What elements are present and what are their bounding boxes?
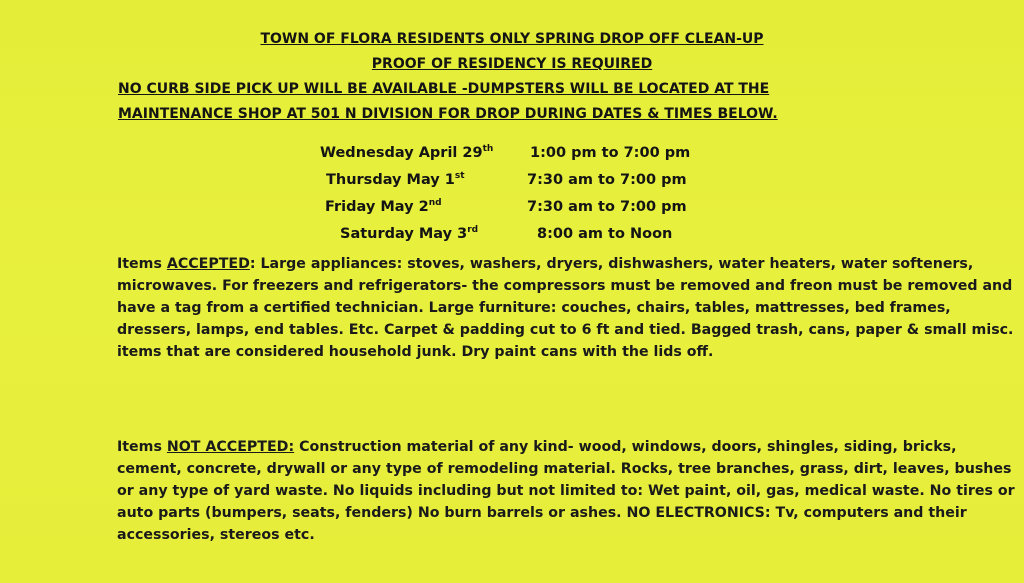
header-dumpster-notice-line2: MAINTENANCE SHOP AT 501 N DIVISION FOR DROP DURING DATES & TIMES BELOW.: [118, 106, 778, 122]
header-title: TOWN OF FLORA RESIDENTS ONLY SPRING DROP OFF CLEAN-UP: [260, 31, 764, 47]
flyer-header: [0, 27, 1024, 127]
schedule-time: 7:30 am to 7:00 pm: [527, 199, 687, 215]
schedule-day: Saturday May 3rd: [340, 225, 479, 242]
not-accepted-items-paragraph: [117, 436, 1017, 546]
accepted-label: ACCEPTED: [166, 256, 250, 272]
schedule-time: 7:30 am to 7:00 pm: [527, 172, 687, 188]
not-accepted-label: NOT ACCEPTED:: [166, 439, 295, 455]
header-residency-notice: PROOF OF RESIDENCY IS REQUIRED: [371, 56, 653, 72]
not-accepted-text: Construction material of any kind- wood, windows, doors, shingles, siding, bricks, cement, concrete, drywall or any type of remodeling material. Rocks, tree branches, grass, dirt, leaves, bushes or any type of yard waste. No liquids including but not limited to: Wet paint, oil, gas, medical waste. No tires or auto parts (bumpers, seats, fenders) No burn barrels or ashes. NO ELECTRONICS: Tv, computers and their accessories, stereos etc.: [117, 439, 1015, 543]
not-accepted-prefix: Items: [117, 439, 167, 455]
schedule-time: 1:00 pm to 7:00 pm: [530, 145, 691, 161]
accepted-text: : Large appliances: stoves, washers, dryers, dishwashers, water heaters, water softeners, microwaves. For freezers and refrigerators- the compressors must be removed and freon must be removed and have a tag from a certified technician. Large furniture: couches, chairs, tables, mattresses, bed frames, dressers, lamps, end tables. Etc. Carpet & padding cut to 6 ft and tied. Bagged trash, cans, paper & small misc. items that are considered household junk. Dry paint cans with the lids off.: [117, 256, 1014, 360]
accepted-prefix: Items: [117, 256, 167, 272]
schedule-day: Friday May 2nd: [325, 198, 442, 215]
accepted-items-paragraph: [117, 253, 1017, 363]
schedule-time: 8:00 am to Noon: [537, 226, 673, 242]
header-dumpster-notice-line1: NO CURB SIDE PICK UP WILL BE AVAILABLE -DUMPSTERS WILL BE LOCATED AT THE: [118, 81, 770, 97]
schedule-day: Wednesday April 29th: [320, 144, 494, 161]
schedule-day: Thursday May 1st: [326, 171, 465, 188]
